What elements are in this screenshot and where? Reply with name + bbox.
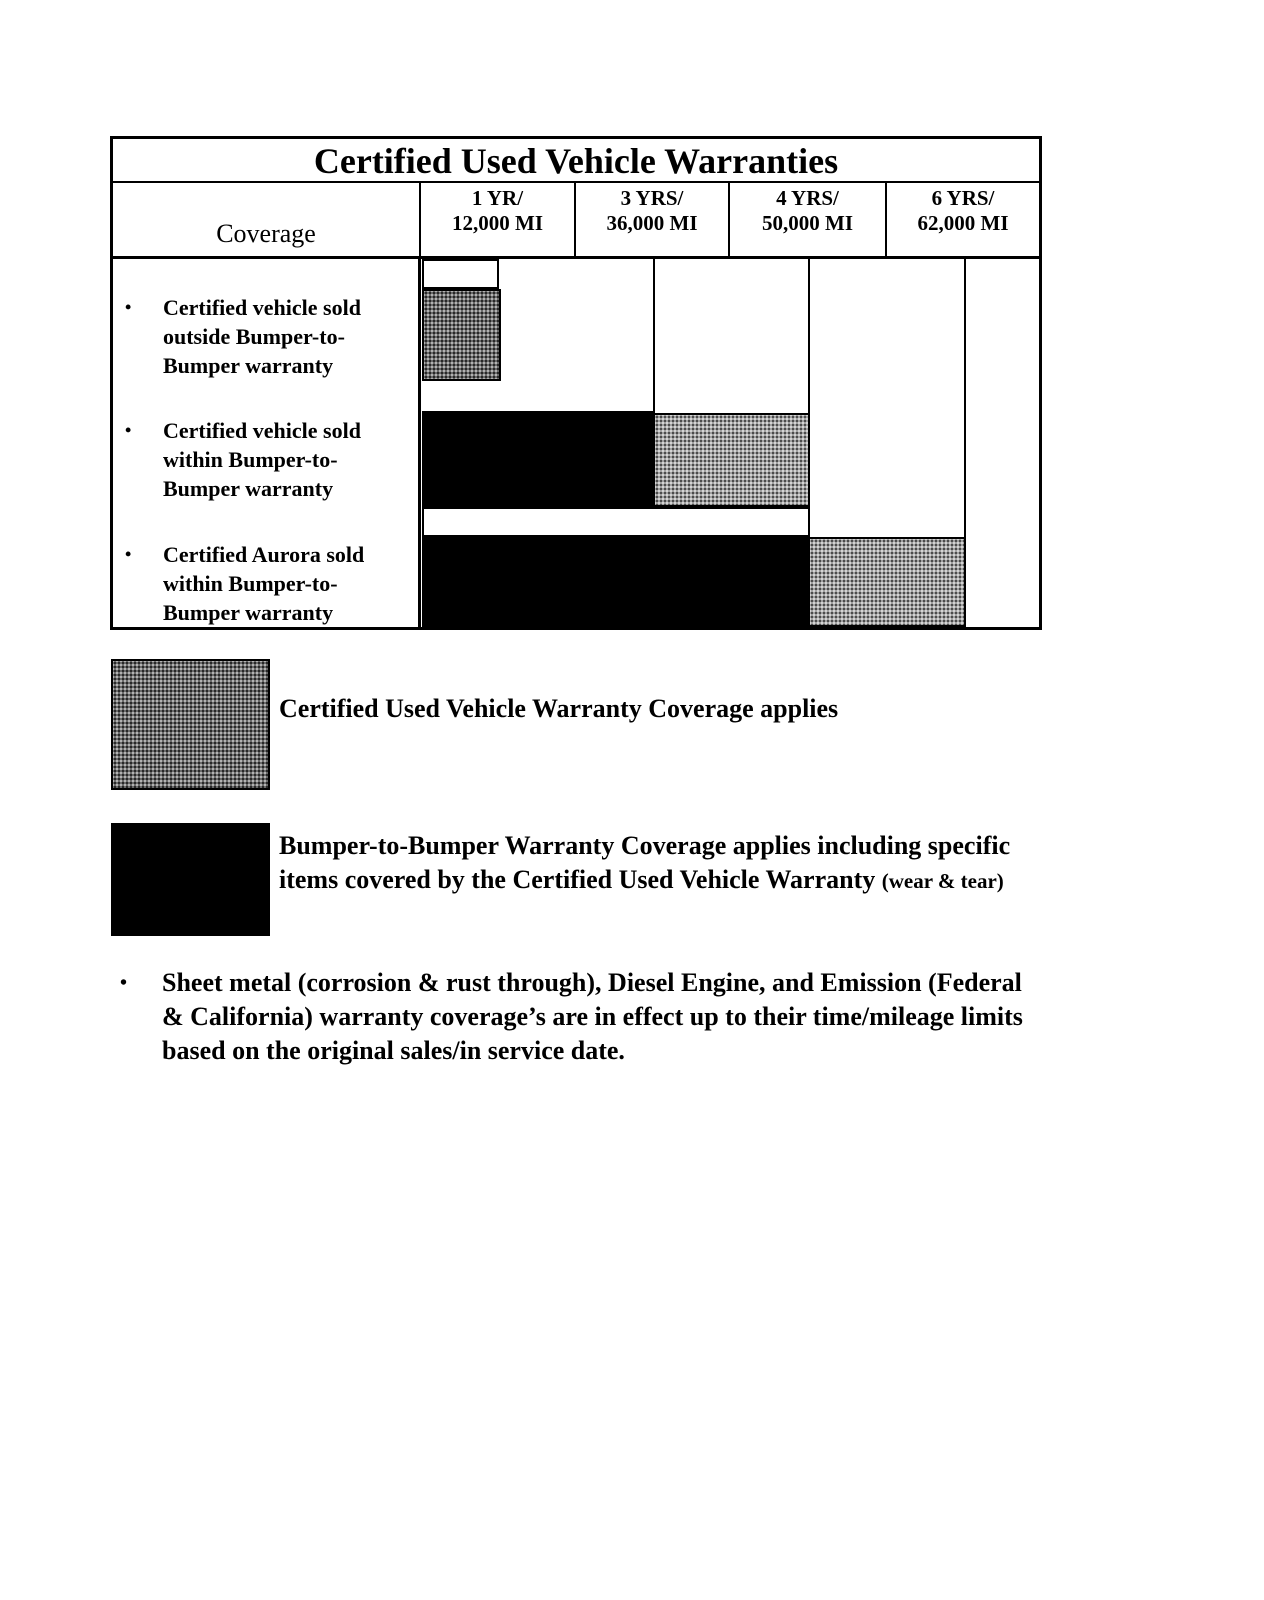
bullet-icon: • [125,544,132,564]
certified-coverage-bar-row1 [422,289,501,381]
column-header-4yrs [730,183,887,256]
bumper-coverage-bar-row2 [422,413,655,507]
column-1-time: 1 YR/ [471,186,524,210]
column-header-1yr [421,183,576,256]
row-labels-column [113,259,421,627]
warranty-table [110,136,1042,630]
certified-coverage-bar-row3 [808,537,966,627]
column-3-mileage: 50,000 MI [762,211,853,235]
legend-bumper-text: Bumper-to-Bumper Warranty Coverage applies including specific items covered by the Certified Used Vehicle Warranty (wear & tear) [279,831,1011,894]
bullet-icon: • [125,420,132,440]
legend-swatch-bumper [111,823,270,936]
column-4-mileage: 62,000 MI [917,211,1009,235]
bullet-icon: • [125,297,132,317]
legend-certified-text: Certified Used Vehicle Warranty Coverage applies [279,694,839,723]
column-2-time: 3 YRS/ [620,186,684,210]
column-2-mileage: 36,000 MI [606,211,698,235]
empty-cell [422,507,810,537]
column-4-time: 6 YRS/ [931,186,995,210]
column-header-3yrs [576,183,730,256]
legend-swatch-certified [111,659,270,790]
column-3-time: 4 YRS/ [776,186,839,210]
column-1-mileage: 12,000 MI [452,211,543,235]
grid-line [653,259,655,414]
row-label-within: • Certified vehicle sold within Bumper-to-Bumper warranty [125,418,361,501]
coverage-header: Coverage [113,183,421,256]
row-label-aurora: • Certified Aurora sold within Bumper-to-Bumper warranty [125,542,365,625]
row-label-outside: • Certified vehicle sold outside Bumper-to-Bumper warranty [125,295,361,378]
table-title: Certified Used Vehicle Warranties [113,139,1039,183]
bullet-icon: • [120,972,128,994]
certified-coverage-bar-row2 [653,413,810,507]
column-header-6yrs [887,183,1039,256]
bumper-coverage-bar-row3 [422,537,810,627]
table-header-row [113,183,1039,259]
empty-cell [422,259,499,289]
